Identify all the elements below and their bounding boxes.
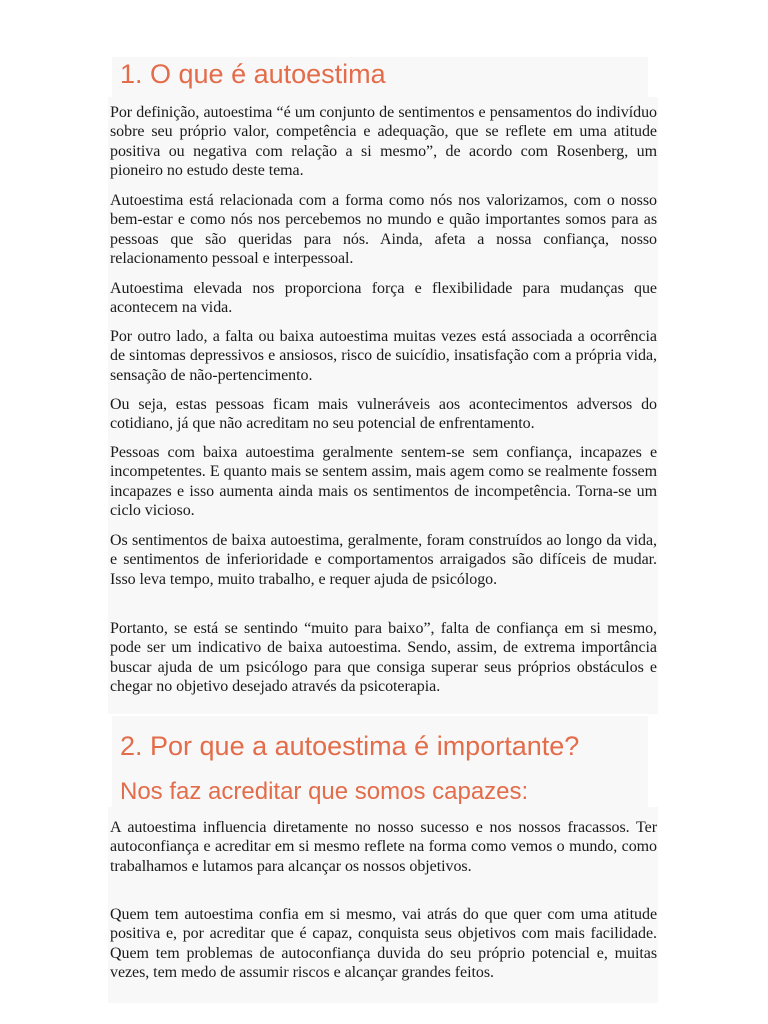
section-1-paragraph-2: Autoestima está relacionada com a forma como nós nos valorizamos, com o nosso bem-estar e como nós nos percebemos no mundo e quão importantes somos para as pessoas que são queridas para nós. Ainda, afeta a nossa confiança, nosso relacionamento pessoal e interpessoal. <box>110 192 657 268</box>
section-2-paragraph-2: Quem tem autoestima confia em si mesmo, vai atrás do que quer com uma atitude positiva e, por acreditar que é capaz, conquista seus objetivos com mais facilidade. Quem tem problemas de autoconfiança duvida do seu próprio potencial e, muitas vezes, tem medo de assumir riscos e alcançar grandes feitos. <box>110 906 657 982</box>
section-1-paragraph-7: Os sentimentos de baixa autoestima, geralmente, foram construídos ao longo da vida, e sentimentos de inferioridade e comportamentos arraigados são difíceis de mudar. Isso leva tempo, muito trabalho, e requer ajuda de psicólogo. <box>110 532 657 588</box>
section-1-paragraph-4: Por outro lado, a falta ou baixa autoestima muitas vezes está associada a ocorrência de sintomas depressivos e ansiosos, risco de suicídio, insatisfação com a própria vida, sensação de não-pertencimento. <box>110 328 657 384</box>
section-1-paragraph-5: Ou seja, estas pessoas ficam mais vulneráveis aos acontecimentos adversos do cotidiano, já que não acreditam no seu potencial de enfrentamento. <box>110 396 657 433</box>
section-1-paragraph-8: Portanto, se está se sentindo “muito para baixo”, falta de confiança em si mesmo, pode ser um indicativo de baixa autoestima. Sendo, assim, de extrema importância buscar ajuda de um psicólogo para que consiga superar seus próprios obstáculos e chegar no objetivo desejado através da psicoterapia. <box>110 620 657 696</box>
section-1-paragraph-6: Pessoas com baixa autoestima geralmente sentem-se sem confiança, incapazes e incompetentes. E quanto mais se sentem assim, mais agem como se realmente fossem incapazes e isso aumenta ainda mais os sentimentos de incompetência. Torna-se um ciclo vicioso. <box>110 444 657 520</box>
section-1-paragraph-3: Autoestima elevada nos proporciona força e flexibilidade para mudanças que acontecem na vida. <box>110 280 657 317</box>
section-2-subtitle: Nos faz acreditar que somos capazes: <box>120 778 529 805</box>
section-2-paragraph-1: A autoestima influencia diretamente no nosso sucesso e nos nossos fracassos. Ter autoconfiança e acreditar em si mesmo reflete na forma como vemos o mundo, como trabalhamos e lutamos para alcançar os nossos objetivos. <box>110 819 657 875</box>
section-1-paragraph-1: Por definição, autoestima “é um conjunto de sentimentos e pensamentos do indivíduo sobre seu próprio valor, competência e adequação, que se reflete em uma atitude positiva ou negativa com relação a si mesmo”, de acordo com Rosenberg, um pioneiro no estudo deste tema. <box>110 104 657 180</box>
section-1-title: 1. O que é autoestima <box>120 59 386 89</box>
section-2-title: 2. Por que a autoestima é importante? <box>120 731 580 761</box>
